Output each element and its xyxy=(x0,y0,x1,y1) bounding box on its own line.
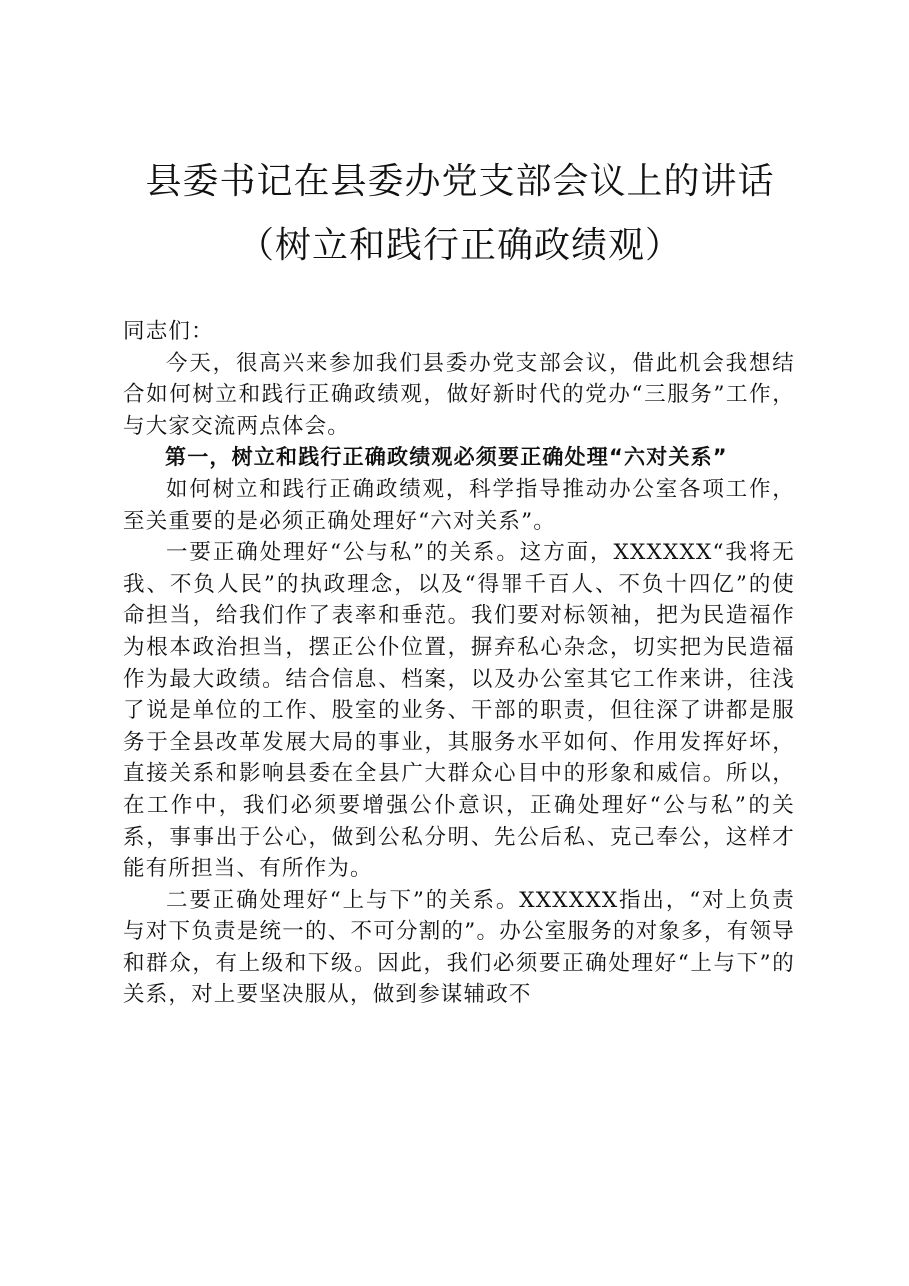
section-heading-1: 第一，树立和践行正确政绩观必须要正确处理“六对关系” xyxy=(165,445,728,470)
paragraph-upper-lower: 二要正确处理好“上与下”的关系。XXXXXX指出，“对上负责与对下负责是统一的、不可分割的”。办公室服务的对象多，有领导和群众，有上级和下级。因此，我们必须要正确处理好“上与下”的关系，对上要坚决服从，做到参谋辅政不 xyxy=(123,887,795,1008)
salutation: 同志们： xyxy=(123,319,214,344)
paragraph-public-private: 一要正确处理好“公与私”的关系。这方面，XXXXXX“我将无我、不负人民”的执政理念，以及“得罪千百人、不负十四亿”的使命担当，给我们作了表率和垂范。我们要对标领袖，把为民造福作为根本政治担当，摆正公仆位置，摒弃私心杂念，切实把为民造福作为最大政绩。结合信息、档案，以及办公室其它工作来讲，往浅了说是单位的工作、股室的业务、干部的职责，但往深了讲都是服务于全县改革发展大局的事业，其服务水平如何、作用发挥好坏，直接关系和影响县委在全县广大群众心目中的形象和威信。所以，在工作中，我们必须要增强公仆意识，正确处理好“公与私”的关系，事事出于公心，做到公私分明、先公后私、克己奉公，这样才能有所担当、有所作为。 xyxy=(123,540,795,882)
paragraph-section-1-intro: 如何树立和践行正确政绩观，科学指导推动办公室各项工作，至关重要的是必须正确处理好“六对关系”。 xyxy=(123,476,795,534)
document-title: 县委书记在县委办党支部会议上的讲话（树立和践行正确政绩观） xyxy=(145,161,775,266)
paragraph-intro: 今天，很高兴来参加我们县委办党支部会议，借此机会我想结合如何树立和践行正确政绩观，做好新时代的党办“三服务”工作，与大家交流两点体会。 xyxy=(123,350,795,439)
document-body xyxy=(123,316,795,1011)
